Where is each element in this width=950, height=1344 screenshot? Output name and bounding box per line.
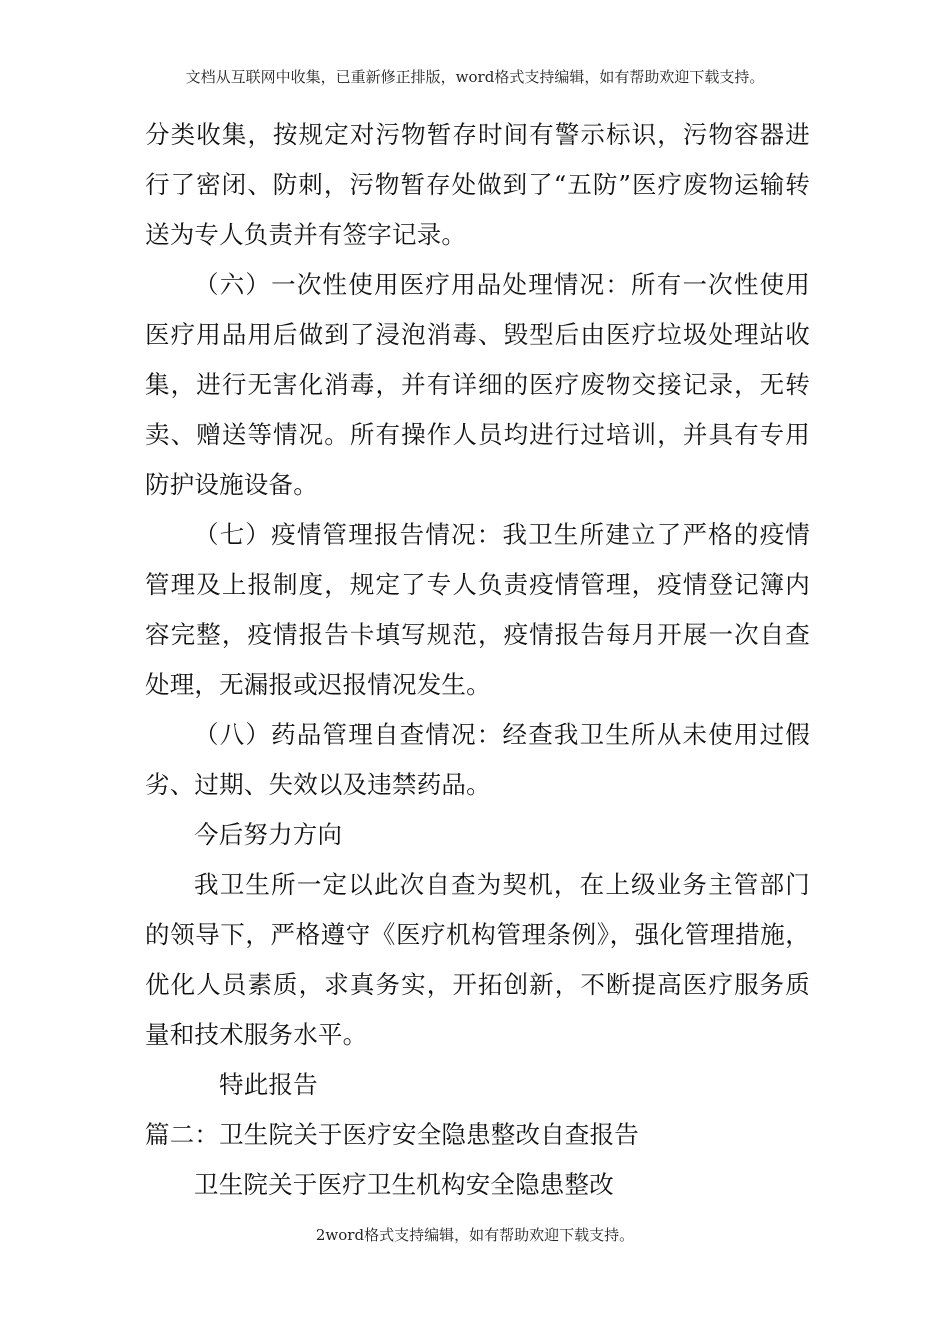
paragraph-continuation: 分类收集，按规定对污物暂存时间有警示标识，污物容器进行了密闭、防刺，污物暂存处做到了“五防”医疗废物运输转送为专人负责并有签字记录。	[145, 120, 810, 249]
paragraph-future-plan: 我卫生所一定以此次自查为契机，在上级业务主管部门的领导下，严格遵守《医疗机构管理条例》，强化管理措施，优化人员素质，求真务实，开拓创新，不断提高医疗服务质量和技术服务水平。	[145, 870, 810, 1049]
page-footer: 2word格式支持编辑，如有帮助欢迎下载支持。	[315, 1226, 635, 1244]
paragraph-drug-management: （八）药品管理自查情况：经查我卫生所从未使用过假劣、过期、失效以及违禁药品。	[145, 720, 810, 799]
document-body	[145, 110, 810, 1210]
paragraph-epidemic-reporting: （七）疫情管理报告情况：我卫生所建立了严格的疫情管理及上报制度，规定了专人负责疫情管理，疫情登记簿内容完整，疫情报告卡填写规范，疫情报告每月开展一次自查处理，无漏报或迟报情况发生。	[145, 520, 810, 699]
page-header: 文档从互联网中收集，已重新修正排版，word格式支持编辑，如有帮助欢迎下载支持。	[185, 68, 765, 86]
chapter-subtitle: 卫生院关于医疗卫生机构安全隐患整改	[194, 1170, 614, 1199]
chapter-title: 篇二：卫生院关于医疗安全隐患整改自查报告	[145, 1120, 639, 1149]
section-heading-future-direction: 今后努力方向	[194, 820, 343, 849]
paragraph-disposable-supplies: （六）一次性使用医疗用品处理情况：所有一次性使用医疗用品用后做到了浸泡消毒、毁型后由医疗垃圾处理站收集，进行无害化消毒，并有详细的医疗废物交接记录，无转卖、赠送等情况。所有操作人员均进行过培训，并具有专用防护设施设备。	[145, 270, 810, 499]
closing-statement: 特此报告	[219, 1070, 318, 1099]
